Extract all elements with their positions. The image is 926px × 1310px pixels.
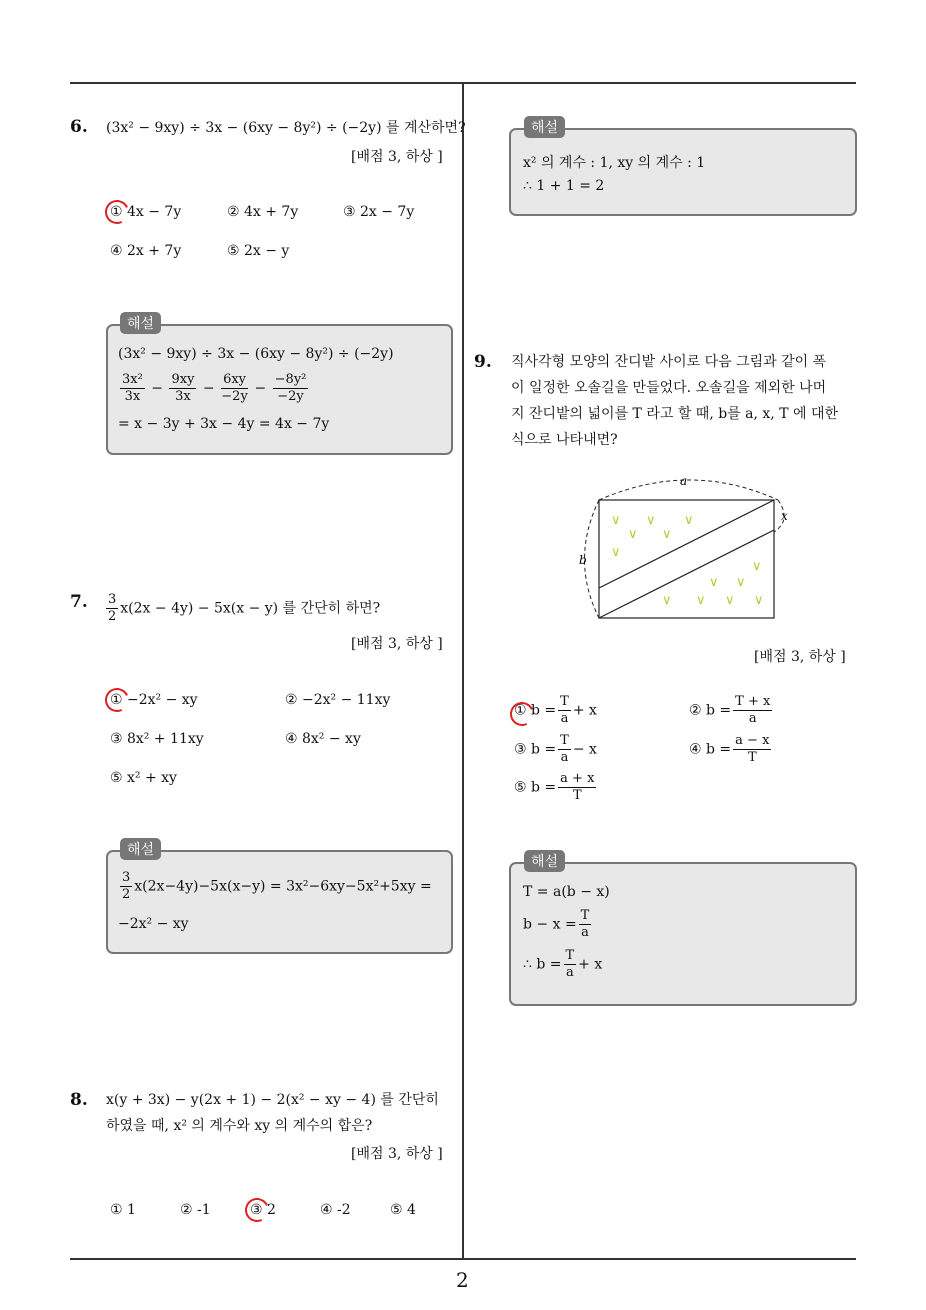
q9-choice-5[interactable]: ⑤ b = $\frac{a + x}{T}$ xyxy=(514,771,595,803)
q6-solution-box xyxy=(106,324,453,455)
q6-choice-1[interactable]: ① 4x − 7y xyxy=(110,204,182,220)
column-divider xyxy=(462,82,464,1260)
q6-choice-3[interactable]: ③ 2x − 7y xyxy=(343,204,415,220)
q7-text: x(2x − 4y) − 5x(x − y) 를 간단히 하면? xyxy=(120,600,381,617)
q8-text-2: 하였을 때, x² 의 계수와 xy 의 계수의 합은? xyxy=(106,1118,373,1134)
page-number: 2 xyxy=(456,1268,469,1292)
q9-choice-4[interactable]: ④ b = $\frac{a - x}{T}$ xyxy=(689,733,770,765)
q7-choice-3[interactable]: ③ 8x² + 11xy xyxy=(110,731,204,747)
q9-choice-2[interactable]: ② b = $\frac{T + x}{a}$ xyxy=(689,694,771,726)
q8-solution-tag: 해설 xyxy=(524,116,565,138)
q7-frac: $\frac{3}{2}$ xyxy=(108,592,117,624)
q9-solution-line-3: ∴ b = $\frac{T}{a}$ + x xyxy=(523,948,603,980)
svg-text:∨: ∨ xyxy=(684,513,694,528)
q8-solution-line-2: ∴ 1 + 1 = 2 xyxy=(523,178,605,194)
q9-line-4: 식으로 나타내면? xyxy=(511,432,618,448)
q8-number: 8. xyxy=(70,1090,88,1110)
q6-solution-line-2: = x − 3y + 3x − 4y = 4x − 7y xyxy=(118,416,330,432)
svg-text:∨: ∨ xyxy=(736,575,746,590)
q7-solution-line-2: −2x² − xy xyxy=(118,916,189,932)
svg-text:∨: ∨ xyxy=(725,593,735,608)
q7-text-wrap xyxy=(104,592,380,625)
svg-text:∨: ∨ xyxy=(754,593,764,608)
q7-choice-2[interactable]: ② −2x² − 11xy xyxy=(285,692,391,708)
q7-choice-4[interactable]: ④ 8x² − xy xyxy=(285,731,361,747)
q6-solution-fractions: $\frac{\text{3x²}}{3x}$ − $\frac{9xy}{3x}$ − $\frac{6xy}{-2y}$ − $\frac{\text{−8y²}}{-2y}$ xyxy=(122,372,307,404)
q8-solution-line-1: x² 의 계수 : 1, xy 의 계수 : 1 xyxy=(523,155,706,171)
figure-label-x: x xyxy=(781,509,788,523)
q7-choice-5[interactable]: ⑤ x² + xy xyxy=(110,770,177,786)
svg-text:∨: ∨ xyxy=(646,513,656,528)
q7-score: [배점 3, 하상 ] xyxy=(351,636,443,652)
figure-label-a: a xyxy=(680,474,688,488)
figure-label-b: b xyxy=(579,553,587,567)
q6-frac-3: $\frac{6xy}{-2y}$ xyxy=(221,372,248,404)
q6-score: [배점 3, 하상 ] xyxy=(351,149,443,165)
q9-figure xyxy=(570,470,800,630)
svg-text:∨: ∨ xyxy=(611,545,621,560)
q6-choice-5[interactable]: ⑤ 2x − y xyxy=(227,243,290,259)
q9-line-3: 지 잔디밭의 넓이를 T 라고 할 때, b를 a, x, T 에 대한 xyxy=(511,406,839,422)
q9-solution-line-1: T = a(b − x) xyxy=(523,884,610,900)
q9-solution-line-2: b − x = $\frac{T}{a}$ xyxy=(523,908,590,940)
q8-choice-4[interactable]: ④ -2 xyxy=(320,1202,351,1218)
q6-choice-2[interactable]: ② 4x + 7y xyxy=(227,204,299,220)
figure-arc-a xyxy=(599,480,778,500)
q7-solution-box xyxy=(106,850,453,954)
q8-choice-1[interactable]: ① 1 xyxy=(110,1202,136,1218)
q7-number: 7. xyxy=(70,592,88,612)
q8-choice-2[interactable]: ② -1 xyxy=(180,1202,211,1218)
svg-text:∨: ∨ xyxy=(696,593,706,608)
q8-solution-box xyxy=(509,128,857,216)
q9-solution-tag: 해설 xyxy=(524,850,565,872)
q9-score: [배점 3, 하상 ] xyxy=(754,649,846,665)
svg-text:∨: ∨ xyxy=(611,513,621,528)
q9-solution-box xyxy=(509,862,857,1006)
figure-grass-marks xyxy=(611,513,764,608)
q6-solution-tag: 해설 xyxy=(120,312,161,334)
svg-text:∨: ∨ xyxy=(662,593,672,608)
svg-text:∨: ∨ xyxy=(752,559,762,574)
q9-choice-1[interactable]: ① b = $\frac{T}{a}$ + x xyxy=(514,694,597,726)
q6-number: 6. xyxy=(70,117,88,137)
svg-text:∨: ∨ xyxy=(628,527,638,542)
q6-text: (3x² − 9xy) ÷ 3x − (6xy − 8y²) ÷ (−2y) 를 계산하면? xyxy=(106,120,466,136)
q8-text-1: x(y + 3x) − y(2x + 1) − 2(x² − xy − 4) 를 간단히 xyxy=(106,1092,439,1108)
q9-line-2: 이 일정한 오솔길을 만들었다. 오솔길을 제외한 나머 xyxy=(511,380,827,396)
q6-frac-4: $\frac{\text{−8y²}}{-2y}$ xyxy=(274,372,307,404)
q6-frac-2: $\frac{9xy}{3x}$ xyxy=(171,372,195,404)
q6-solution-line-1: (3x² − 9xy) ÷ 3x − (6xy − 8y²) ÷ (−2y) xyxy=(118,346,394,362)
q7-choice-1[interactable]: ① −2x² − xy xyxy=(110,692,198,708)
q6-frac-1: $\frac{\text{3x²}}{3x}$ xyxy=(122,372,143,404)
q9-number: 9. xyxy=(474,352,492,372)
q8-choice-5[interactable]: ⑤ 4 xyxy=(390,1202,416,1218)
figure-path-edge-2 xyxy=(599,530,774,618)
svg-text:∨: ∨ xyxy=(709,575,719,590)
svg-text:∨: ∨ xyxy=(662,527,672,542)
q7-solution-line-1: $\frac{3}{2}$ x(2x−4y)−5x(x−y) = 3x²−6xy−5x²+5xy = xyxy=(122,870,432,902)
q9-choice-3[interactable]: ③ b = $\frac{T}{a}$ − x xyxy=(514,733,597,765)
q9-line-1: 직사각형 모양의 잔디밭 사이로 다음 그림과 같이 폭 xyxy=(511,354,827,370)
q8-choice-3[interactable]: ③ 2 xyxy=(250,1202,276,1218)
q7-solution-tag: 해설 xyxy=(120,838,161,860)
q6-choice-4[interactable]: ④ 2x + 7y xyxy=(110,243,182,259)
q8-score: [배점 3, 하상 ] xyxy=(351,1146,443,1162)
